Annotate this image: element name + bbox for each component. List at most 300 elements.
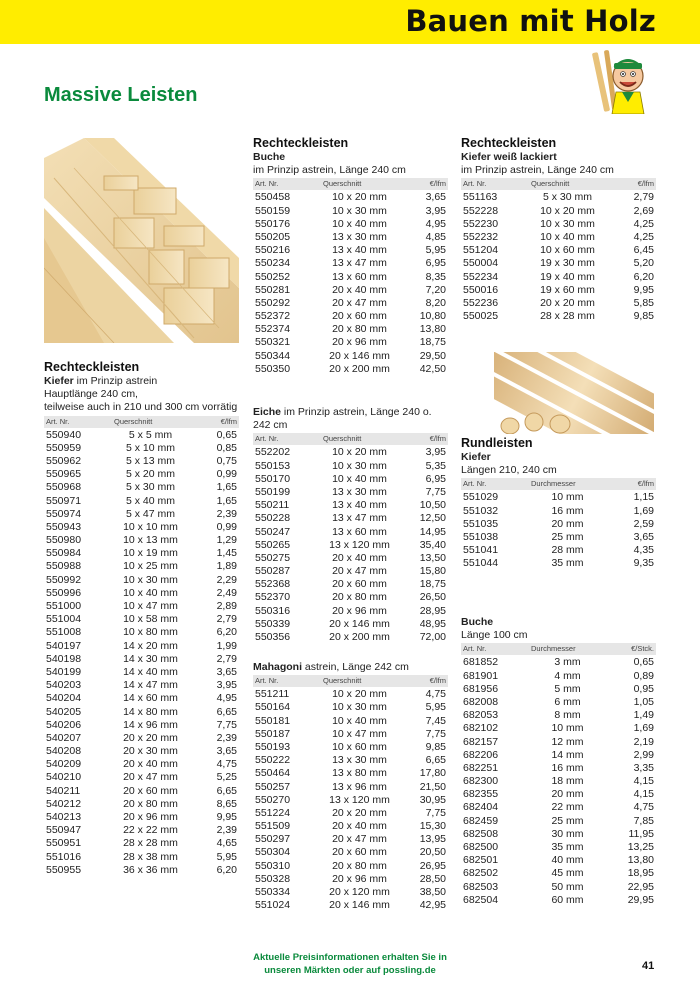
article-number: 682251: [463, 761, 499, 774]
table-row: [44, 429, 239, 442]
dimension: 20 x 80 mm: [332, 859, 387, 872]
table-row: [253, 631, 448, 644]
article-number: 550287: [255, 565, 291, 578]
table-row: [253, 350, 448, 363]
article-number: 552234: [463, 270, 499, 283]
price: 18,75: [419, 578, 446, 591]
table-row: [461, 191, 656, 204]
section-material: Mahagoni: [253, 661, 302, 673]
dimension: 13 x 30 mm: [332, 230, 387, 243]
dimension: 45 mm: [551, 867, 584, 880]
price: 2,89: [216, 600, 237, 613]
table-row: [253, 846, 448, 859]
article-number: 551204: [463, 244, 499, 257]
price: 9,35: [633, 557, 654, 570]
table-row: [44, 613, 239, 626]
table-row: [253, 688, 448, 701]
dimension: 19 x 60 mm: [540, 283, 595, 296]
price: 17,80: [419, 767, 446, 780]
price: 0,65: [216, 428, 237, 441]
section-material: Kiefer weiß lackiert: [461, 151, 557, 163]
table-row: [253, 781, 448, 794]
dimension: 20 x 47 mm: [332, 833, 387, 846]
price: 5,95: [216, 850, 237, 863]
article-number: 540199: [46, 665, 82, 678]
article-number: 551509: [255, 820, 291, 833]
price: 3,35: [633, 761, 654, 774]
dimension: 5 x 30 mm: [125, 481, 175, 494]
table-header: [253, 178, 448, 190]
table-row: [253, 741, 448, 754]
dimension: 10 x 30 mm: [123, 573, 178, 586]
dimension: 14 mm: [551, 748, 584, 761]
column-header: Durchmesser: [531, 479, 576, 489]
dimension: 20 x 47 mm: [332, 565, 387, 578]
article-number: 551044: [463, 557, 499, 570]
dimension: 20 x 47 mm: [123, 771, 178, 784]
dimension: 20 x 80 mm: [332, 323, 387, 336]
article-number: 551163: [463, 191, 498, 204]
dimension: 19 x 40 mm: [540, 270, 595, 283]
column-header: Art. Nr.: [255, 434, 279, 444]
table-row: [44, 679, 239, 692]
price: 2,39: [216, 731, 237, 744]
article-number: 550339: [255, 617, 291, 630]
header-bar: [0, 0, 700, 44]
price: 1,15: [633, 491, 654, 504]
table-row: [253, 833, 448, 846]
dimension: 13 x 80 mm: [332, 767, 387, 780]
price: 5,85: [633, 296, 654, 309]
dimension: 20 x 20 mm: [540, 296, 595, 309]
section-material-note: astrein, Länge 242 cm: [302, 661, 409, 673]
dimension: 4 mm: [554, 669, 581, 682]
price: 5,95: [425, 701, 446, 714]
article-number: 550955: [46, 863, 82, 876]
table-header: [461, 643, 656, 655]
article-number: 550996: [46, 586, 82, 599]
price: 26,95: [419, 859, 446, 872]
table-row: [461, 244, 656, 257]
dimension: 14 x 40 mm: [123, 665, 178, 678]
price: 3,95: [425, 446, 446, 459]
dimension: 10 x 20 mm: [540, 204, 595, 217]
price: 22,95: [627, 880, 654, 893]
section-material: Eiche: [253, 406, 282, 418]
price: 0,95: [633, 682, 654, 695]
price: 2,39: [216, 507, 237, 520]
article-number: 682008: [463, 695, 499, 708]
article-number: 540203: [46, 679, 82, 692]
price: 13,50: [419, 551, 446, 564]
dimension: 28 x 28 mm: [540, 310, 595, 323]
article-number: 682501: [463, 854, 499, 867]
article-number: 550199: [255, 485, 291, 498]
table-row: [253, 591, 448, 604]
dimension: 5 x 20 mm: [125, 468, 175, 481]
price: 6,20: [216, 863, 237, 876]
section-title: Rundleisten: [461, 436, 533, 450]
dimension: 13 x 120 mm: [329, 538, 390, 551]
article-number: 682102: [463, 722, 499, 735]
table-row: [44, 758, 239, 771]
footer-note: [230, 951, 470, 977]
dimension: 20 mm: [551, 517, 584, 530]
article-number: 550187: [255, 727, 291, 740]
article-number: 682157: [463, 735, 499, 748]
price: 0,99: [216, 520, 237, 533]
price: 6,65: [216, 705, 237, 718]
table-row: [44, 785, 239, 798]
price: 6,20: [216, 626, 237, 639]
price: 10,80: [419, 310, 446, 323]
article-number: 550004: [463, 257, 499, 270]
dimension: 35 mm: [551, 841, 584, 854]
article-number: 551029: [463, 491, 499, 504]
section-rundleisten-kiefer: [461, 436, 656, 571]
dimension: 14 x 60 mm: [123, 692, 178, 705]
table-row: [253, 701, 448, 714]
table-row: [44, 521, 239, 534]
price: 3,95: [216, 679, 237, 692]
dimension: 14 x 80 mm: [123, 705, 178, 718]
price: 2,79: [633, 191, 654, 204]
dimension: 3 mm: [554, 656, 581, 669]
price: 4,75: [633, 801, 654, 814]
article-number: 550257: [255, 780, 291, 793]
price: 9,85: [425, 740, 446, 753]
table-row: [253, 284, 448, 297]
section-subtitle: Hauptlänge 240 cm,: [44, 388, 138, 401]
dimension: 12 mm: [551, 735, 584, 748]
article-number: 552230: [463, 217, 499, 230]
column-header: Art. Nr.: [463, 644, 487, 654]
article-number: 682206: [463, 748, 499, 761]
table-row: [253, 618, 448, 631]
dimension: 20 x 40 mm: [123, 758, 178, 771]
article-number: 550025: [463, 310, 499, 323]
article-number: 551000: [46, 600, 82, 613]
price: 4,35: [633, 544, 654, 557]
article-number: 550222: [255, 754, 291, 767]
article-number: 540208: [46, 745, 82, 758]
dimension: 13 x 47 mm: [332, 257, 387, 270]
section-mahagoni: [253, 661, 448, 912]
table-header: [253, 675, 448, 687]
table-row: [44, 719, 239, 732]
article-number: 552236: [463, 296, 499, 309]
table-row: [44, 534, 239, 547]
dimension: 60 mm: [551, 893, 584, 906]
price: 13,80: [419, 323, 446, 336]
section-material: Kiefer: [461, 451, 491, 463]
article-number: 550988: [46, 560, 82, 573]
column-header: Querschnitt: [323, 179, 362, 189]
dimension: 36 x 36 mm: [123, 863, 178, 876]
table-row: [461, 788, 656, 801]
article-number: 682404: [463, 801, 499, 814]
article-number: 550310: [255, 859, 291, 872]
table-row: [253, 552, 448, 565]
dimension: 16 mm: [551, 761, 584, 774]
dimension: 5 x 5 mm: [128, 428, 173, 441]
table-row: [253, 794, 448, 807]
column-header: Querschnitt: [323, 434, 362, 444]
table-row: [44, 640, 239, 653]
article-number: 540209: [46, 758, 82, 771]
article-number: 552372: [255, 310, 291, 323]
table-row: [461, 762, 656, 775]
price: 4,65: [216, 837, 237, 850]
article-number: 682300: [463, 775, 499, 788]
article-number: 550980: [46, 534, 82, 547]
price: 4,95: [425, 217, 446, 230]
article-number: 551032: [463, 504, 499, 517]
price: 7,45: [425, 714, 446, 727]
dimension: 20 x 60 mm: [332, 578, 387, 591]
dimension: 25 mm: [551, 814, 584, 827]
column-header: Art. Nr.: [255, 179, 279, 189]
dimension: 22 mm: [551, 801, 584, 814]
article-number: 550205: [255, 230, 291, 243]
price: 0,89: [633, 669, 654, 682]
table-row: [44, 560, 239, 573]
dimension: 8 mm: [554, 709, 581, 722]
price: 1,69: [633, 504, 654, 517]
table-row: [253, 486, 448, 499]
dimension: 20 x 60 mm: [332, 846, 387, 859]
article-number: 540211: [46, 784, 81, 797]
article-number: 540207: [46, 731, 82, 744]
table-row: [461, 683, 656, 696]
table-row: [461, 881, 656, 894]
article-number: 551016: [46, 850, 82, 863]
table-row: [461, 284, 656, 297]
table-row: [44, 771, 239, 784]
table-row: [253, 767, 448, 780]
price: 30,95: [419, 793, 446, 806]
dimension: 13 x 60 mm: [332, 525, 387, 538]
article-number: 551224: [255, 806, 291, 819]
price: 26,50: [419, 591, 446, 604]
section-material: Buche: [461, 616, 494, 628]
dimension: 22 x 22 mm: [123, 824, 178, 837]
article-number: 550951: [46, 837, 82, 850]
price: 13,95: [419, 833, 446, 846]
price: 6,65: [216, 784, 237, 797]
dimension: 13 x 47 mm: [332, 512, 387, 525]
dimension: 20 x 96 mm: [332, 336, 387, 349]
dimension: 18 mm: [551, 775, 584, 788]
article-number: 552368: [255, 578, 291, 591]
price: 7,85: [633, 814, 654, 827]
dimension: 40 mm: [551, 854, 584, 867]
price: 4,85: [425, 230, 446, 243]
article-number: 551004: [46, 613, 82, 626]
article-number: 550350: [255, 362, 291, 375]
price: 0,75: [216, 454, 237, 467]
article-number: 550974: [46, 507, 82, 520]
dimension: 20 x 120 mm: [329, 886, 390, 899]
price: 4,15: [633, 788, 654, 801]
article-number: 552370: [255, 591, 291, 604]
price: 7,75: [425, 727, 446, 740]
table-row: [253, 820, 448, 833]
article-number: 551041: [463, 544, 499, 557]
table-row: [461, 867, 656, 880]
table-row: [44, 732, 239, 745]
price: 1,45: [216, 547, 237, 560]
table-row: [253, 460, 448, 473]
dimension: 13 x 40 mm: [332, 499, 387, 512]
table-row: [253, 578, 448, 591]
dimension: 10 x 20 mm: [332, 191, 387, 204]
dimension: 10 x 47 mm: [332, 727, 387, 740]
table-row: [253, 526, 448, 539]
dimension: 10 x 30 mm: [540, 217, 595, 230]
section-material: Buche: [253, 151, 286, 163]
article-number: 550176: [255, 217, 291, 230]
price: 42,95: [419, 899, 446, 912]
dimension: 6 mm: [554, 695, 581, 708]
article-number: 551211: [255, 688, 290, 701]
dimension: 16 mm: [551, 504, 584, 517]
dimension: 20 x 146 mm: [329, 899, 390, 912]
round-dowels-photo: [494, 352, 654, 434]
table-row: [253, 336, 448, 349]
dimension: 10 x 60 mm: [332, 740, 387, 753]
price: 28,50: [419, 872, 446, 885]
price: 6,65: [425, 754, 446, 767]
table-row: [461, 297, 656, 310]
article-number: 550965: [46, 468, 82, 481]
article-number: 550971: [46, 494, 82, 507]
dimension: 10 x 40 mm: [123, 586, 178, 599]
price-table: [461, 643, 656, 907]
article-number: 552232: [463, 230, 499, 243]
table-row: [253, 886, 448, 899]
section-rechteckleisten-kiefer: [44, 360, 239, 877]
article-number: 682508: [463, 827, 499, 840]
article-number: 550334: [255, 886, 291, 899]
price: 5,35: [425, 459, 446, 472]
article-number: 681901: [463, 669, 499, 682]
table-row: [461, 544, 656, 557]
dimension: 10 x 20 mm: [332, 446, 387, 459]
section-subtitle: Länge 100 cm: [461, 629, 528, 642]
column-header: €/lfm: [429, 676, 446, 686]
table-row: [461, 815, 656, 828]
section-eiche: [253, 406, 448, 644]
article-number: 550170: [255, 472, 291, 485]
price: 0,85: [216, 441, 237, 454]
dimension: 14 x 20 mm: [123, 639, 178, 652]
price: 10,50: [419, 499, 446, 512]
page-heading: Massive Leisten: [44, 84, 198, 106]
article-number: 550321: [255, 336, 291, 349]
table-row: [253, 605, 448, 618]
article-number: 540206: [46, 718, 82, 731]
column-header: Art. Nr.: [255, 676, 279, 686]
price: 1,29: [216, 534, 237, 547]
article-number: 550947: [46, 824, 82, 837]
price: 4,95: [216, 692, 237, 705]
article-number: 551035: [463, 517, 499, 530]
section-rechteckleisten-buche: [253, 136, 448, 376]
section-material-note: im Prinzip astrein, Länge 240 o. 242 cm: [253, 406, 432, 432]
dimension: 20 x 146 mm: [329, 617, 390, 630]
article-number: 540198: [46, 652, 82, 665]
price-table: [461, 478, 656, 570]
dimension: 20 x 40 mm: [332, 283, 387, 296]
price-table: [461, 178, 656, 323]
header-title: Bauen mit Holz: [405, 4, 656, 38]
price-table: [253, 675, 448, 912]
price: 42,50: [419, 362, 446, 375]
column-header: Querschnitt: [531, 179, 570, 189]
article-number: 550159: [255, 204, 291, 217]
price: 7,20: [425, 283, 446, 296]
dimension: 10 x 30 mm: [332, 701, 387, 714]
price-table: [44, 416, 239, 877]
price: 18,95: [627, 867, 654, 880]
table-row: [44, 666, 239, 679]
table-row: [461, 722, 656, 735]
price: 18,75: [419, 336, 446, 349]
table-row: [253, 271, 448, 284]
article-number: 550181: [255, 714, 291, 727]
price: 12,50: [419, 512, 446, 525]
dimension: 10 x 40 mm: [332, 714, 387, 727]
price: 4,25: [633, 230, 654, 243]
table-row: [253, 297, 448, 310]
table-row: [253, 323, 448, 336]
table-row: [253, 565, 448, 578]
price: 1,49: [633, 709, 654, 722]
article-number: 550943: [46, 520, 82, 533]
table-row: [461, 310, 656, 323]
dimension: 10 x 13 mm: [123, 534, 178, 547]
table-row: [461, 557, 656, 570]
dimension: 10 x 40 mm: [332, 472, 387, 485]
dimension: 10 x 20 mm: [332, 688, 387, 701]
price: 3,65: [216, 745, 237, 758]
table-row: [44, 495, 239, 508]
mascot-illustration: [592, 46, 656, 114]
article-number: 682053: [463, 709, 499, 722]
article-number: 550211: [255, 499, 290, 512]
article-number: 540197: [46, 639, 82, 652]
price: 4,15: [633, 775, 654, 788]
article-number: 550252: [255, 270, 291, 283]
dimension: 5 x 30 mm: [542, 191, 592, 204]
table-row: [44, 508, 239, 521]
dimension: 14 x 47 mm: [123, 679, 178, 692]
column-header: Art. Nr.: [46, 416, 70, 426]
table-row: [253, 728, 448, 741]
price: 0,65: [633, 656, 654, 669]
table-row: [253, 191, 448, 204]
article-number: 682459: [463, 814, 499, 827]
table-row: [461, 670, 656, 683]
table-row: [253, 257, 448, 270]
dimension: 10 x 40 mm: [332, 217, 387, 230]
price: 2,79: [216, 652, 237, 665]
price: 4,25: [633, 217, 654, 230]
article-number: 550016: [463, 283, 499, 296]
article-number: 550265: [255, 538, 291, 551]
price: 1,99: [216, 639, 237, 652]
